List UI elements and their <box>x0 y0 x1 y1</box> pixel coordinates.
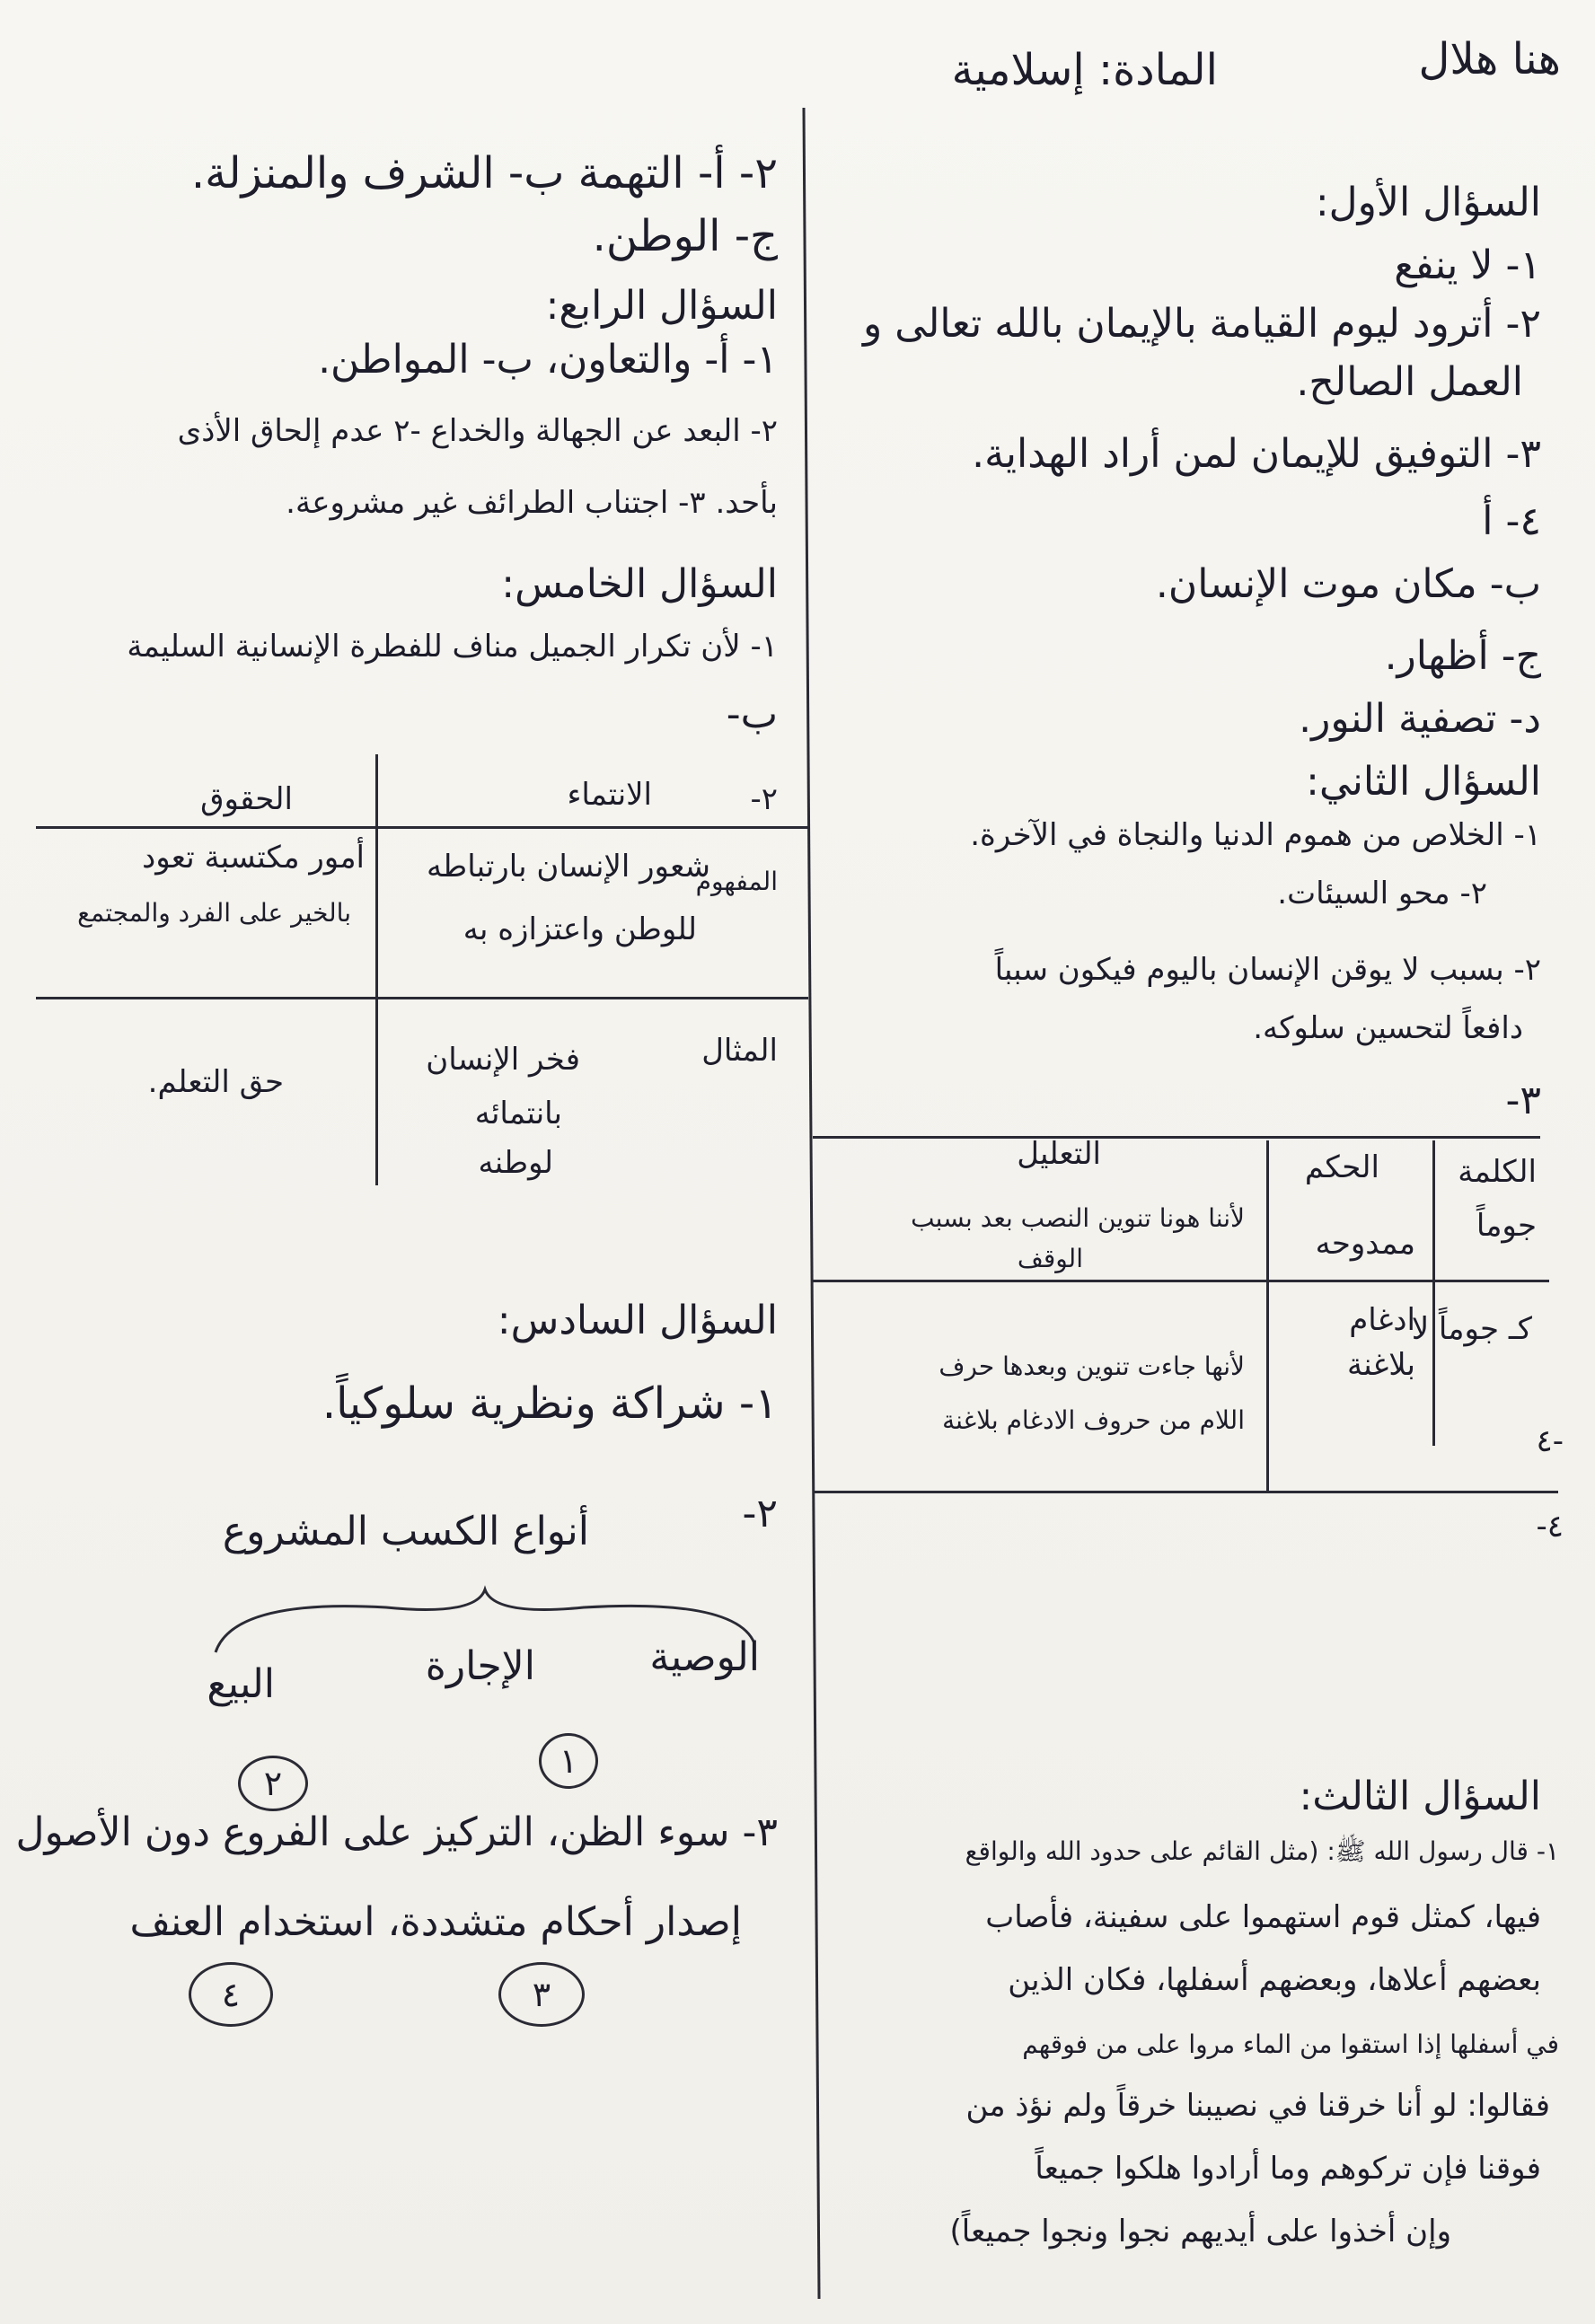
number-2: ٢ <box>263 1764 283 1803</box>
number-4: ٤ <box>221 1975 241 2014</box>
q1-line-5: ب- مكان موت الإنسان. <box>1155 561 1541 607</box>
tajweed-r2-word: كـ جوماً لا <box>1411 1311 1532 1347</box>
tajweed-r2-rule: ادغام <box>1349 1302 1415 1338</box>
q3-line-5: فقالوا: لو أنا خرقنا في نصيبنا خرقاً ولم نؤذ من <box>965 2088 1550 2124</box>
tajweed-r2-reason: لأنها جاءت تنوين وبعدها حرف <box>938 1351 1245 1381</box>
earnings-diagram-title: أنواع الكسب المشروع <box>222 1509 589 1554</box>
q1-line-4: ٤- أ <box>1482 498 1541 544</box>
q2-line-4: دافعاً لتحسين سلوكه. <box>1253 1010 1523 1046</box>
rights-r2-intima-3: لوطنه <box>478 1145 553 1181</box>
number-3: ٣ <box>532 1975 551 2014</box>
rights-table-top <box>36 826 808 829</box>
rights-r2-intima: فخر الإنسان <box>426 1042 580 1078</box>
q6-line-4: إصدار أحكام متشددة، استخدام العنف <box>129 1899 742 1945</box>
q6-title: السؤال السادس: <box>497 1298 778 1343</box>
q5-line-2: ب- <box>726 691 778 737</box>
q6-line-3: ٣- سوء الظن، التركيز على الفروع دون الأصول <box>15 1809 778 1855</box>
q3-line-2: فيها، كمثل قوم استهموا على سفينة، فأصاب <box>985 1899 1541 1935</box>
rights-table-label-2: ٢- <box>750 781 778 817</box>
student-name: هنا هلال <box>1418 34 1561 84</box>
q1-title: السؤال الأول: <box>1315 180 1541 225</box>
tajweed-r1-reason: لأننا هونا تنوين النصب بعد بسبب <box>911 1203 1245 1233</box>
q3-line-4: في أسفلها إذا استقوا من الماء مروا على من فوقهم <box>1022 2029 1559 2059</box>
tajweed-header-word: الكلمة <box>1458 1154 1537 1190</box>
q4-line-2: ٢- البعد عن الجهالة والخداع -٢ عدم إلحاق الأذى <box>177 413 778 449</box>
rights-table-col <box>375 754 378 1185</box>
rights-r2-intima-2: بانتمائه <box>474 1096 562 1131</box>
tajweed-r2-reason-2: اللام من حروف الادغام بلاغنة <box>942 1405 1245 1435</box>
rights-r1-huquq-2: بالخير على الفرد والمجتمع <box>77 898 351 928</box>
number-1: ١ <box>559 1741 578 1781</box>
tajweed-table-mid <box>813 1280 1549 1282</box>
number-1-circle <box>539 1733 598 1789</box>
rights-r1-intima: شعور الإنسان بارتباطه <box>426 849 710 885</box>
rights-table-mid <box>36 997 808 999</box>
tajweed-table-top <box>813 1136 1540 1139</box>
tajweed-table-col-2 <box>1432 1140 1435 1446</box>
column-divider <box>802 108 820 2299</box>
q1-line-1: ١- لا ينفع <box>1394 242 1541 288</box>
rights-r1-huquq: أمور مكتسبة تعود <box>142 840 365 876</box>
q6-line-1: ١- شراكة ونظرية سلوكياً. <box>322 1378 778 1429</box>
rights-header-intima: الانتماء <box>567 777 652 813</box>
q3b-line-1: ٢- أ- التهمة ب- الشرف والمنزلة. <box>190 148 778 198</box>
q5-line-1: ١- لأن تكرار الجميل مناف للفطرة الإنسانية السليمة <box>127 629 778 665</box>
subject-label: المادة: إسلامية <box>951 45 1218 95</box>
tajweed-table-bottom <box>813 1491 1558 1493</box>
rights-r2-label: المثال <box>701 1033 778 1069</box>
number-3-circle <box>498 1962 585 2027</box>
q1-line-7: د- تصفية النور. <box>1299 696 1541 742</box>
tajweed-header-reason: التعليل <box>1017 1136 1101 1172</box>
earnings-branch-bay: البيع <box>207 1661 275 1707</box>
q3-line-1: ١- قال رسول الله ﷺ: (مثل القائم على حدود الله والواقع <box>965 1836 1559 1866</box>
q2-line-5: ٣- <box>1505 1078 1541 1123</box>
q5-title: السؤال الخامس: <box>501 561 778 607</box>
q1-line-2b: العمل الصالح. <box>1296 359 1523 405</box>
q3-title: السؤال الثالث: <box>1299 1774 1541 1819</box>
tajweed-r1-rule: ممدوحه <box>1315 1226 1415 1262</box>
q3-line-6: فوقنا فإن تركوهم وما أرادوا هلكوا جميعاً <box>1035 2151 1541 2187</box>
q2-line-3: ٢- بسبب لا يوقن الإنسان باليوم فيكون سبباً <box>994 952 1541 988</box>
q4-line-3: بأحد. ٣- اجتناب الطرائف غير مشروعة. <box>286 485 778 521</box>
q2-line-2: ٢- محو السيئات. <box>1277 876 1487 911</box>
earnings-branch-ijara: الإجارة <box>425 1643 535 1689</box>
rights-header-huquq: الحقوق <box>200 781 293 817</box>
tajweed-header-rule: الحكم <box>1304 1149 1379 1185</box>
rights-r1-intima-2: للوطن واعتزازه به <box>463 911 697 947</box>
number-4-circle <box>189 1962 273 2027</box>
q3-line-7: وإن أخذوا على أيديهم نجوا ونجوا جميعاً) <box>949 2214 1451 2249</box>
number-2-circle <box>238 1756 308 1811</box>
q6-line-2: ٢- <box>742 1491 778 1536</box>
q1-line-2a: ٢- أترود ليوم القيامة بالإيمان بالله تعالى و <box>863 301 1541 347</box>
rights-r1-label: المفهوم <box>695 867 778 896</box>
tajweed-table-col-1 <box>1266 1140 1269 1491</box>
tajweed-r2-rule-2: بلاغنة <box>1346 1347 1415 1383</box>
q2-line-6: -٤ <box>1536 1423 1564 1459</box>
rights-r2-huquq: حق التعلم. <box>147 1064 284 1100</box>
tajweed-r1-reason-2: الوقف <box>1017 1244 1083 1273</box>
q4-title: السؤال الرابع: <box>545 283 778 329</box>
q2-title: السؤال الثاني: <box>1306 759 1541 805</box>
q2-line-7: ٤- <box>1536 1509 1564 1545</box>
q1-line-3: ٣- التوفيق للإيمان لمن أراد الهداية. <box>972 431 1541 477</box>
q2-line-1: ١- الخلاص من هموم الدنيا والنجاة في الآخرة. <box>970 817 1541 853</box>
q3b-line-2: ج- الوطن. <box>592 211 778 261</box>
q3-line-3: بعضهم أعلاها، وبعضهم أسفلها، فكان الذين <box>1008 1962 1541 1998</box>
tajweed-r1-word: جوماً <box>1476 1208 1537 1244</box>
q4-line-1: ١- أ- والتعاون، ب- المواطن. <box>318 337 778 383</box>
earnings-branch-wasiyya: الوصية <box>649 1634 760 1680</box>
q1-line-6: ج- أظهار. <box>1384 633 1541 679</box>
